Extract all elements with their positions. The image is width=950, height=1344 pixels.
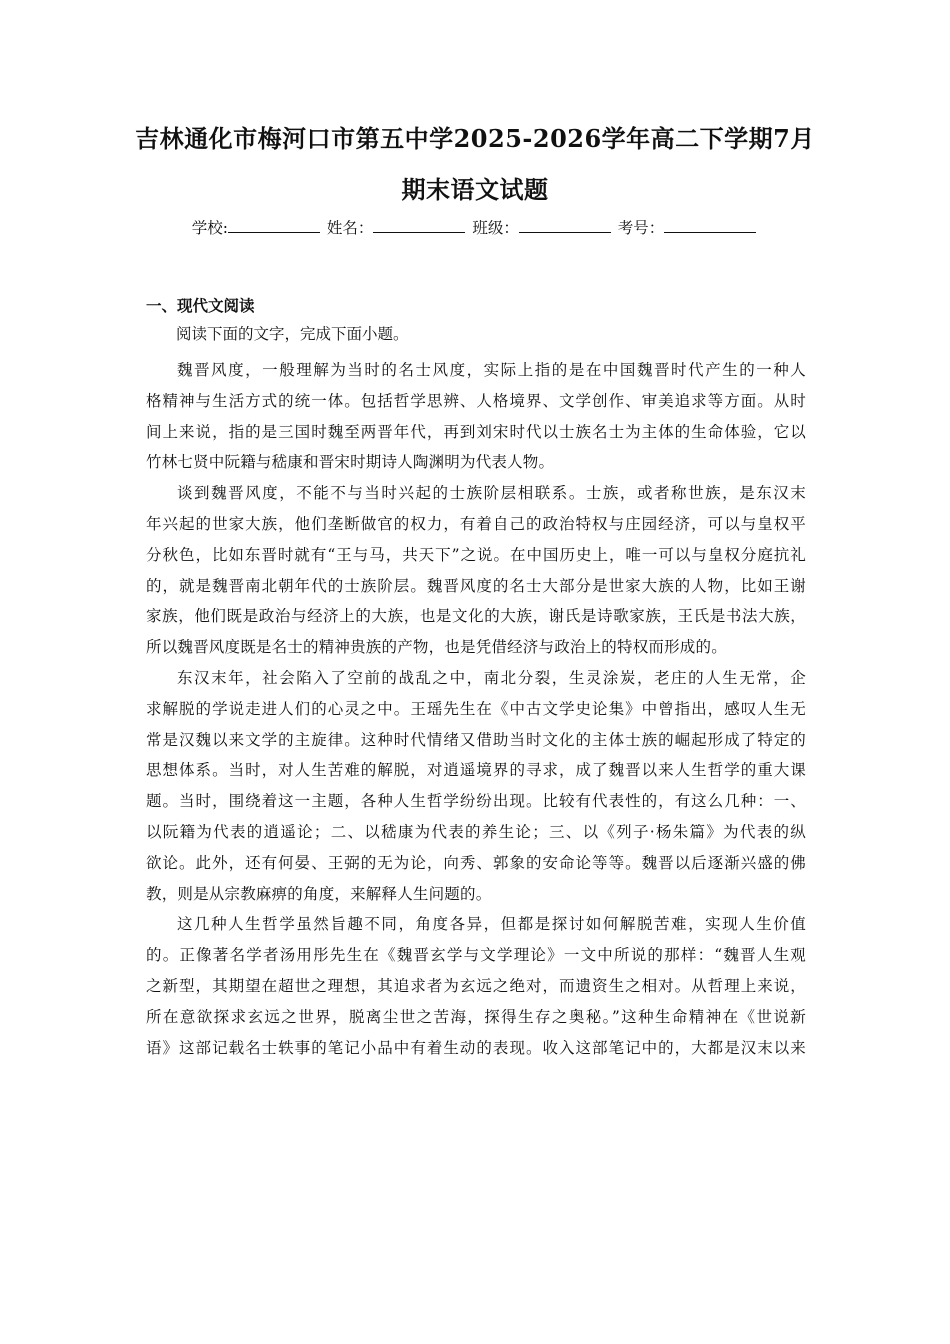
school-blank[interactable]	[228, 216, 320, 233]
passage-line: 格精神与生活方式的统一体。包括哲学思辨、人格境界、文学创作、审美追求等方面。从时	[146, 391, 806, 410]
passage-line: 东汉末年，社会陷入了空前的战乱之中，南北分裂，生灵涂炭，老庄的人生无常，企	[177, 668, 806, 687]
passage-line: 间上来说，指的是三国时魏至两晋年代，再到刘宋时代以士族名士为主体的生命体验，它以	[146, 422, 806, 441]
exam-number-blank[interactable]	[664, 216, 756, 233]
reading-passage	[146, 355, 806, 1063]
exam-number-label: 考号：	[617, 219, 665, 237]
name-label: 姓名：	[326, 219, 374, 237]
passage-line: 的。正像著名学者汤用彤先生在《魏晋玄学与文学理论》一文中所说的那样：“魏晋人生观	[146, 946, 806, 965]
passage-line: 年兴起的世家大族，他们垄断做官的权力，有着自己的政治特权与庄园经济，可以与皇权平	[146, 514, 806, 533]
class-blank[interactable]	[519, 216, 611, 233]
passage-line: 分秋色，比如东晋时就有“王与马，共天下”之说。在中国历史上，唯一可以与皇权分庭抗礼	[146, 545, 806, 564]
passage-line: 竹林七贤中阮籍与嵇康和晋宋时期诗人陶渊明为代表人物。	[146, 453, 555, 472]
passage-line: 所在意欲探求玄远之世界，脱离尘世之苦海，探得生存之奥秘。”这种生命精神在《世说新	[146, 1007, 806, 1026]
passage-line: 以阮籍为代表的逍遥论；二、以嵇康为代表的养生论；三、以《列子·杨朱篇》为代表的纵	[146, 822, 806, 841]
exam-title-line-1: 吉林通化市梅河口市第五中学2025-2026学年高二下学期7月	[135, 124, 815, 153]
passage-line: 家族，他们既是政治与经济上的大族，也是文化的大族，谢氏是诗歌家族，王氏是书法大族，	[146, 607, 806, 626]
passage-line: 的，就是魏晋南北朝年代的士族阶层。魏晋风度的名士大部分是世家大族的人物，比如王谢	[146, 576, 806, 595]
passage-line: 求解脱的学说走进人们的心灵之中。王瑶先生在《中古文学史论集》中曾指出，感叹人生无	[146, 699, 806, 718]
exam-title-line-2: 期末语文试题	[401, 175, 549, 204]
paragraph-2	[146, 478, 806, 663]
student-info-line	[100, 216, 850, 240]
paragraph-1	[146, 355, 806, 478]
paragraph-4	[146, 909, 806, 1063]
name-blank[interactable]	[373, 216, 465, 233]
passage-line: 教，则是从宗教麻痹的角度，来解释人生问题的。	[146, 884, 492, 903]
paragraph-3	[146, 663, 806, 909]
section-heading: 一、现代文阅读	[146, 297, 255, 315]
school-label: 学校:	[191, 219, 228, 237]
passage-line: 常是汉魏以来文学的主旋律。这种时代情绪又借助当时文化的主体士族的崛起形成了特定的	[146, 730, 806, 749]
passage-line: 欲论。此外，还有何晏、王弼的无为论，向秀、郭象的安命论等等。魏晋以后逐渐兴盛的佛	[146, 853, 806, 872]
passage-line: 魏晋风度，一般理解为当时的名士风度，实际上指的是在中国魏晋时代产生的一种人	[177, 361, 806, 379]
passage-line: 语》这部记载名士轶事的笔记小品中有着生动的表现。收入这部笔记中的，大都是汉末以来	[146, 1038, 806, 1057]
class-label: 班级：	[472, 219, 519, 237]
passage-line: 所以魏晋风度既是名士的精神贵族的产物，也是凭借经济与政治上的特权而形成的。	[146, 638, 727, 657]
passage-line: 这几种人生哲学虽然旨趣不同，角度各异，但都是探讨如何解脱苦难，实现人生价值	[177, 915, 806, 934]
passage-line: 谈到魏晋风度，不能不与当时兴起的士族阶层相联系。士族，或者称世族，是东汉末	[177, 484, 806, 503]
reading-instruction: 阅读下面的文字，完成下面小题。	[176, 325, 409, 343]
passage-line: 之新型，其期望在超世之理想，其追求者为玄远之绝对，而遗资生之相对。从哲理上来说，	[146, 976, 806, 995]
passage-line: 思想体系。当时，对人生苦难的解脱，对逍遥境界的寻求，成了魏晋以来人生哲学的重大课	[146, 761, 806, 780]
passage-line: 题。当时，围绕着这一主题，各种人生哲学纷纷出现。比较有代表性的，有这么几种：一、	[146, 792, 806, 811]
